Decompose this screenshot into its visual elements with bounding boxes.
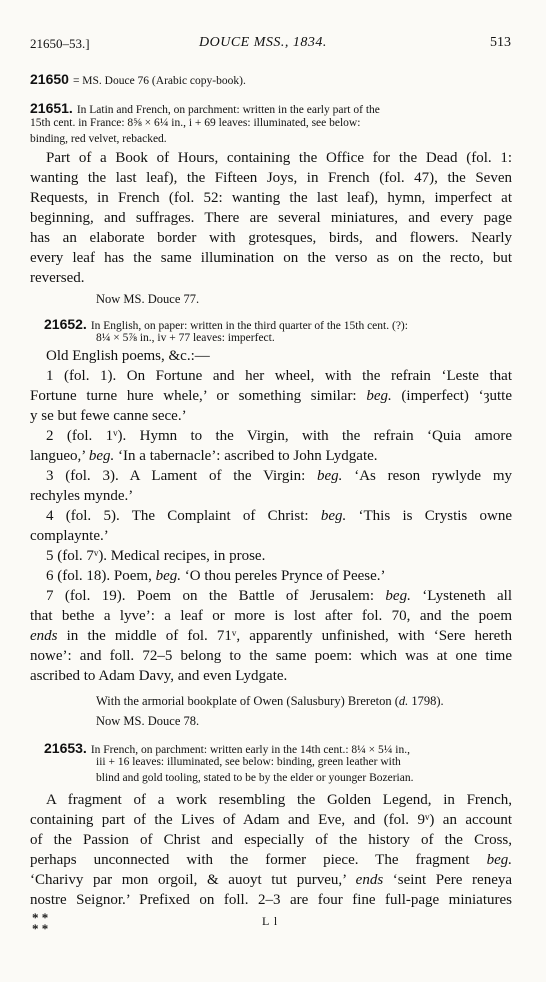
body-line: 6 (fol. 18). Poem, beg. ‘O thou pereles Prynce of Peese.’ xyxy=(46,568,386,584)
entry-number: 21653. xyxy=(44,740,87,756)
shelfmark-note: Now MS. Douce 77. xyxy=(96,292,200,306)
entry-number: 21650 xyxy=(30,71,69,87)
body-line: nowe’: and foll. 72–5 belong to the same poem: which was at one time xyxy=(30,648,512,664)
body-line: of the Passion of Christ and especially of the history of the Cross, xyxy=(30,832,512,848)
body-line: langueo,’ beg. ‘In a tabernacle’: ascribed to John Lydgate. xyxy=(30,448,378,464)
entry-meta-line: binding, red velvet, rebacked. xyxy=(30,133,167,145)
header-title: DOUCE MSS., 1834. xyxy=(199,35,327,50)
body-line: 7 (fol. 19). Poem on the Battle of Jerusalem: beg. ‘Lysteneth all xyxy=(46,588,513,604)
signature-letter: L l xyxy=(262,914,279,928)
body-line: 5 (fol. 7ᵛ). Medical recipes, in prose. xyxy=(46,548,266,564)
body-line: reversed. xyxy=(30,270,85,286)
body-line: ‘Charivy par mon orgoil, & auoyt tut purveu,’ ends ‘seint Pere reneya xyxy=(30,872,513,888)
body-line: beginning, and suffrages. There are several miniatures, and every page xyxy=(30,210,512,226)
entry-meta-line: In Latin and French, on parchment: written in the early part of the xyxy=(76,104,380,116)
entry-21651-meta-1 xyxy=(30,100,512,118)
entry-meta-line: blind and gold tooling, stated to be by the elder or younger Bozerian. xyxy=(96,772,414,784)
entry-number: 21651. xyxy=(30,100,73,116)
body-line: perhaps unconnected with the former piece. The fragment beg. xyxy=(30,852,512,868)
body-line: ascribed to Adam Davy, and even Lydgate. xyxy=(30,668,288,684)
entry-meta-line: In French, on parchment: written early in the 14th cent.: 8¼ × 5¼ in., xyxy=(90,744,410,756)
signature-mark: * * * * xyxy=(32,910,49,936)
body-line: containing part of the Lives of Adam and Eve, and (fol. 9ᵛ) an account xyxy=(30,812,512,828)
body-line: Part of a Book of Hours, containing the Office for the Dead (fol. 1: xyxy=(46,150,512,166)
body-line: A fragment of a work resembling the Golden Legend, in French, xyxy=(46,792,512,808)
entry-meta-line: 8¼ × 5⅞ in., iv + 77 leaves: imperfect. xyxy=(96,332,275,344)
body-line: 2 (fol. 1ᵛ). Hymn to the Virgin, with the refrain ‘Quia amore xyxy=(46,428,512,444)
body-line: Fortune turne hure whele,’ or something similar: beg. (imperfect) ‘ȝutte xyxy=(30,388,513,404)
body-line: y se but fewe canne sece.’ xyxy=(30,408,187,424)
entry-number: 21652. xyxy=(44,316,87,332)
body-line: that bethe a lyve’: a leaf or more is lost after fol. 70, and the poem xyxy=(30,608,512,624)
body-line: has an elaborate border with grotesques, birds, and flowers. Nearly xyxy=(30,230,512,246)
entry-meta-line: 15th cent. in France: 8⅝ × 6¼ in., i + 69 leaves: illuminated, see below: xyxy=(30,117,361,129)
entry-meta-line: In English, on paper: written in the third quarter of the 15th cent. (?): xyxy=(90,320,408,332)
body-line: Requests, in French (fol. 52: wanting the last leaf), hymn, imperfect at xyxy=(30,190,512,206)
body-line: rechyles mynde.’ xyxy=(30,488,134,504)
body-line: complaynte.’ xyxy=(30,528,109,544)
body-line: 4 (fol. 5). The Complaint of Christ: beg. ‘This is Crystis owne xyxy=(46,508,513,524)
shelfmark-note: Now MS. Douce 78. xyxy=(96,714,200,728)
body-line: ends in the middle of fol. 71ᵛ, apparently unfinished, with ‘Sere hereth xyxy=(30,628,512,644)
body-line: 1 (fol. 1). On Fortune and her wheel, with the refrain ‘Leste that xyxy=(46,368,512,384)
body-line: wanting the last leaf), the Fifteen Joys, in French (fol. 47), the Seven xyxy=(30,170,512,186)
page-number: 513 xyxy=(490,35,511,50)
body-line: every leaf has the same illumination on the verso as on the recto, but xyxy=(30,250,512,266)
header-range: 21650–53.] xyxy=(30,36,90,51)
entry-meta: = MS. Douce 76 (Arabic copy-book). xyxy=(72,75,246,87)
body-line: nostre Seignor.’ Prefixed on foll. 2–3 are four fine full-page miniatures xyxy=(30,892,512,908)
body-line: 3 (fol. 3). A Lament of the Virgin: beg. ‘As reson rywlyde my xyxy=(46,468,512,484)
provenance-note: With the armorial bookplate of Owen (Salusbury) Brereton (d. 1798). xyxy=(96,694,444,708)
entry-21650 xyxy=(30,71,246,89)
body-line: Old English poems, &c.:— xyxy=(46,348,210,364)
entry-meta-line: iii + 16 leaves: illuminated, see below: binding, green leather with xyxy=(96,756,401,768)
